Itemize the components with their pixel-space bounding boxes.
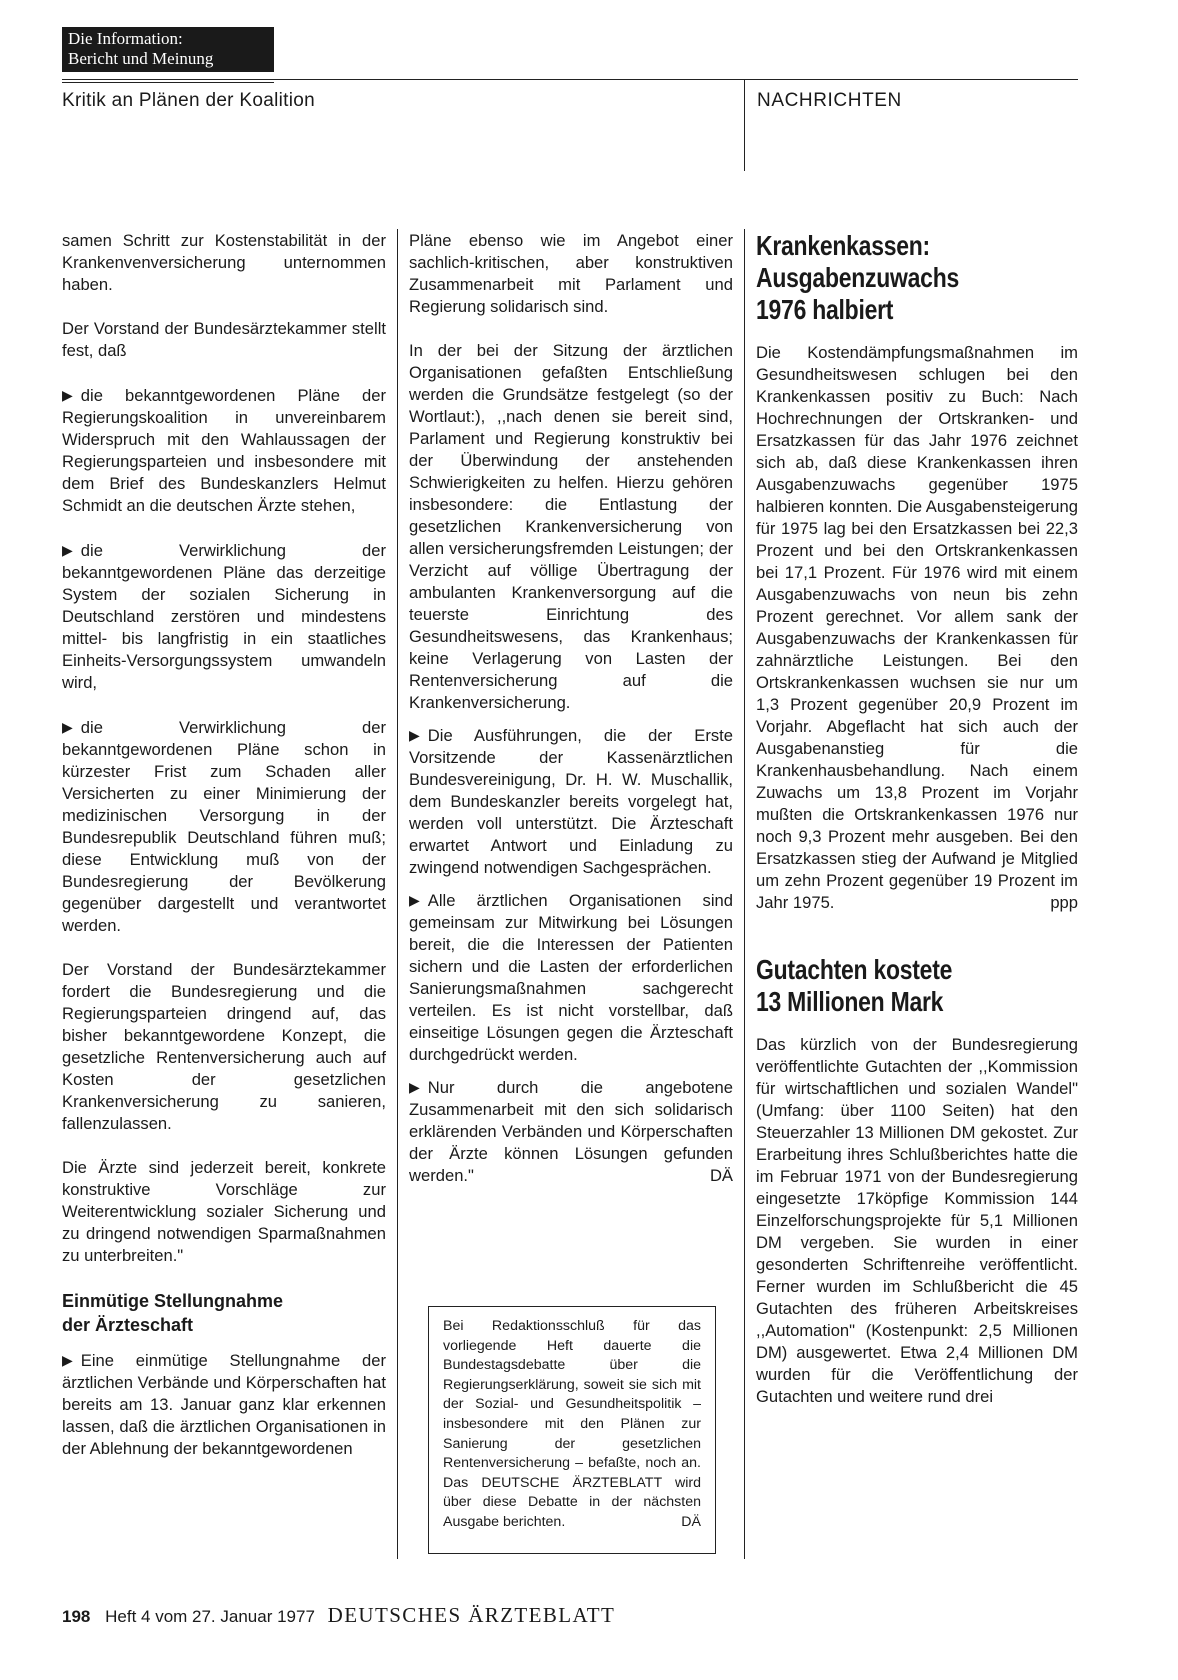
running-head-left: Kritik an Plänen der Koalition <box>62 90 315 111</box>
header-rule <box>62 79 1078 80</box>
triangle-bullet-icon: ▶ <box>62 719 73 735</box>
triangle-bullet-icon: ▶ <box>409 1079 420 1095</box>
signature: DÄ <box>709 1166 733 1185</box>
running-head-right: NACHRICHTEN <box>757 90 902 111</box>
paragraph: Pläne ebenso wie im Angebot einer sachlich-kritischen, aber konstruktiven Zusammenarbeit mit Parlament und Regierung solidarisch sind. <box>409 231 733 316</box>
section-tag-line1: Die Information: <box>68 29 183 48</box>
page-number: 198 <box>62 1607 91 1626</box>
bullet-paragraph: ▶ die Verwirklichung der bekanntgewordenen Pläne das derzeitige System der sozialen Sicherung in Deutschland zerstören und mindestens mittel- bis langfristig in ein staatliches Einheits-Versorgungssystem umwandeln wird, <box>62 541 386 692</box>
column-2 <box>409 230 733 1209</box>
triangle-bullet-icon: ▶ <box>62 542 73 558</box>
article-headline: Krankenkassen: Ausgabenzuwachs 1976 halbiert <box>756 230 960 325</box>
triangle-bullet-icon: ▶ <box>409 892 420 908</box>
editorial-note-box <box>428 1306 716 1554</box>
section-tag-line2: Bericht und Meinung <box>68 49 214 68</box>
column-divider-2 <box>744 229 745 1559</box>
issue-info: Heft 4 vom 27. Januar 1977 <box>105 1607 315 1626</box>
triangle-bullet-icon: ▶ <box>62 1352 73 1368</box>
subheading: Einmütige Stellungnahme der Ärzteschaft <box>62 1291 284 1335</box>
paragraph: Der Vorstand der Bundesärztekammer stellt fest, daß <box>62 319 386 360</box>
column-1 <box>62 230 386 1482</box>
bullet-paragraph: ▶ Alle ärztlichen Organisationen sind gemeinsam zur Mitwirkung bei Lösungen bereit, die die Interessen der Patienten sichern und die Lasten der erforderlichen Sanierungsmaßnahmen sachgerecht verteilen. Es ist nicht vorstellbar, daß einseitige Lösungen gegen die Ärzteschaft durchgedrückt werden. <box>409 891 733 1064</box>
bullet-paragraph: ▶ Eine einmütige Stellungnahme der ärztlichen Verbände und Körperschaften hat bereits am 13. Januar ganz klar erkennen lassen, daß die ärztlichen Organisationen in der Ablehnung der bekanntgewordenen <box>62 1351 386 1458</box>
paragraph: Die Kostendämpfungsmaßnahmen im Gesundheitswesen schlugen bei den Krankenkassen positiv zu Buch: Nach Hochrechnungen der Ortskranken- und Ersatzkassen für das Jahr 1976 zeichnet sich ab, daß diese Krankenkassen ihren Ausgabenzuwachs gegenüber 1975 halbieren konnten. Die Ausgabensteigerung für 1975 lag bei den Ersatzkassen bei 22,3 Prozent und bei den Ortskrankenkassen bei 17,1 Prozent. Für 1976 wird mit einem Ausgabenzuwachs von neun bis zehn Prozent gerechnet. Vor allem sank der Ausgabenzuwachs der Krankenkassen für zahnärztliche Leistungen. Bei den Ortskrankenkassen wuchsen sie nur um 1,3 Prozent gegenüber 20,9 Prozent im Vorjahr. Abgeflacht hat sich auch der Ausgabenanstieg für die Krankenhausbehandlung. Nach einem Zuwachs um 13,8 Prozent im Vorjahr mußten die Ortskrankenkassen 1976 nur noch 9,3 Prozent mehr ausgeben. Bei den Ersatzkassen stieg der Aufwand je Mitglied um zehn Prozent gegenüber 19 Prozent im Jahr 1975. ppp <box>756 343 1078 912</box>
paragraph: samen Schritt zur Kostenstabilität in der Krankenvenversicherung unternommen haben. <box>62 231 386 294</box>
column-divider-1 <box>397 229 398 1559</box>
column-3 <box>756 230 1078 1430</box>
bullet-paragraph: ▶ die Verwirklichung der bekanntgewordenen Pläne schon in kürzester Frist zum Schaden aller Versicherten zu einer Minimierung der medizinischen Versorgung in der Bundesrepublik Deutschland führen muß; diese Entwicklung muß von der Bundesregierung der Bevölkerung gegenüber dargestellt und verantwortet werden. <box>62 718 386 935</box>
signature: ppp <box>1050 893 1078 912</box>
header-divider <box>744 79 745 171</box>
triangle-bullet-icon: ▶ <box>62 387 73 403</box>
signature: DÄ <box>681 1513 701 1530</box>
paragraph: Die Ärzte sind jederzeit bereit, konkrete konstruktive Vorschläge zur Weiterentwicklung sozialer Sicherung und zu dringend notwendigen Sparmaßnahmen zu unterbreiten." <box>62 1158 386 1265</box>
paragraph: Der Vorstand der Bundesärztekammer fordert die Bundesregierung und die Regierungsparteien dringend auf, das bisher bekanntgewordene Konzept, die gesetzliche Rentenversicherung auch auf Kosten der gesetzlichen Krankenversicherung zu sanieren, fallenzulassen. <box>62 960 386 1133</box>
paragraph: In der bei der Sitzung der ärztlichen Organisationen gefaßten Entschließung werden die Grundsätze festgelegt (so der Wortlaut:), ,,nach denen sie bereit sind, Parlament und Regierung konstruktiv bei der Überwindung der anstehenden Schwierigkeiten zu helfen. Hierzu gehören insbesondere: die Entlastung der gesetzlichen Krankenversicherung von allen versicherungsfremden Leistungen; der Verzicht auf völlige Übertragung der ambulanten Krankenversorgung auf die teuerste Einrichtung des Gesundheitswesens, das Krankenhaus; keine Verlagerung von Lasten der Rentenversicherung auf die Krankenversicherung. <box>409 341 733 712</box>
bullet-paragraph: ▶ Die Ausführungen, die der Erste Vorsitzende der Kassenärztlichen Bundesvereinigung, Dr. H. W. Muschallik, dem Bundeskanzler bereits vorgelegt hat, werden voll unterstützt. Die Ärzteschaft erwartet Antwort und Einladung zu zwingend notwendigen Sachgesprächen. <box>409 726 733 877</box>
article-headline: Gutachten kostete 13 Millionen Mark <box>756 954 953 1017</box>
journal-name: DEUTSCHES ÄRZTEBLATT <box>327 1603 616 1627</box>
section-tag <box>62 27 274 72</box>
paragraph: Das kürzlich von der Bundesregierung veröffentlichte Gutachten der ,,Kommission für wirtschaftlichen und sozialen Wandel" (Umfang: über 1100 Seiten) hat den Steuerzahler 13 Millionen DM gekostet. Zur Erarbeitung ihres Schlußberichtes hatte die im Februar 1971 von der Bundesregierung eingesetzte 17köpfige Kommission 144 Einzelforschungsprojekte für 5,1 Millionen DM vergeben. Sie wurden in einer gesonderten Schriftenreihe veröffentlicht. Ferner wurden im Schlußbericht die 45 Gutachten des früheren Arbeitskreises ,,Automation" (Kostenpunkt: 2,5 Millionen DM) ausgewertet. Etwa 2,4 Millionen DM wurden für die Veröffentlichung der Gutachten und weitere rund drei <box>756 1035 1078 1406</box>
page-footer <box>62 1603 615 1628</box>
bullet-paragraph: ▶ Nur durch die angebotene Zusammenarbeit mit den sich solidarisch erklärenden Verbänden und Körperschaften der Ärzte können Lösungen gefunden werden." DÄ <box>409 1078 733 1185</box>
editorial-note-text: Bei Redaktionsschluß für das vorliegende Heft dauerte die Bundestagsdebatte über die Regierungserklärung, soweit sie sich mit der Sozial- und Gesundheitspolitik – insbesondere mit den Plänen zur Sanierung der gesetzlichen Rentenversicherung – befaßte, noch an. Das DEUTSCHE ÄRZTEBLATT wird über diese Debatte in der nächsten Ausgabe berichten. <box>443 1318 701 1530</box>
bullet-paragraph: ▶ die bekanntgewordenen Pläne der Regierungskoalition in unvereinbarem Widerspruch mit den Wahlaussagen der Regierungsparteien und insbesondere mit dem Brief des Bundeskanzlers Helmut Schmidt an die deutschen Ärzte stehen, <box>62 386 386 515</box>
header-rule-double <box>62 82 274 83</box>
triangle-bullet-icon: ▶ <box>409 727 420 743</box>
